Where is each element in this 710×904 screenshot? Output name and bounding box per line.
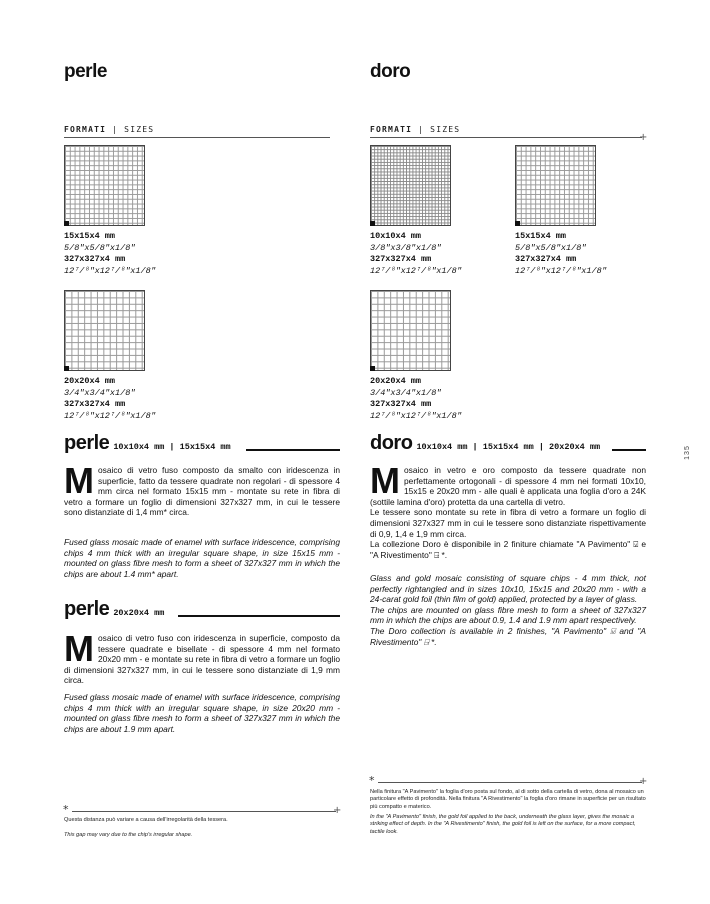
size-mm: 20x20x4 mm	[64, 376, 116, 386]
left-footnote-star: *	[63, 803, 69, 816]
paragraph-it: osaico di vetro fuso composto da smalto con iridescenza in superficie, fatto da tessere quadrate non regolari - di spessore 4 mm circa nel formato 15x15 mm - montate su rete in fibra di vetro a formare un foglio di dimensioni 327x327 mm, in cui le tessere sono distanziate di 1,4 mm* circa.	[64, 465, 340, 518]
swatch-corner-marker	[515, 221, 520, 226]
right-footnote-rule	[378, 782, 642, 783]
right-sample2-swatch	[515, 145, 596, 226]
swatch-corner-marker	[64, 221, 69, 226]
size-mm: 10x10x4 mm	[370, 231, 422, 241]
left-footnote-en: This gap may vary due to the chip's irregular shape.	[64, 832, 193, 838]
right-sample1-swatch	[370, 145, 451, 226]
formati-rest: | SIZES	[412, 125, 461, 134]
section-name: perle	[64, 432, 110, 454]
right-footnote-en: In the "A Pavimento" finish, the gold foil applied to the back, underneath the glass layer, gives the mosaic a striking effect of depth. In the "A Rivestimento" finish, the gold foil is left on the surface, for a more compact, tactile look.	[370, 814, 636, 835]
sheet-mm: 327x327x4 mm	[64, 399, 126, 409]
sheet-in: 12⁷/⁸"x12⁷/⁸"x1/8"	[370, 410, 462, 421]
right-formati-label	[370, 125, 460, 134]
left-title: perle	[64, 61, 107, 82]
sheet-mm: 327x327x4 mm	[370, 254, 432, 264]
right-footnote-star: *	[369, 774, 375, 787]
left-formati-rule	[64, 137, 330, 138]
swatch-corner-marker	[370, 221, 375, 226]
left-sample2-label	[64, 376, 156, 422]
left-section2-heading	[64, 598, 164, 621]
paragraph-it: osaico di vetro fuso con iridescenza in superficie, composto da tessere quadrate e bisellate - di spessore 4 mm nel formato 20x20 mm - e montate su rete in fibra di vetro a formare un foglio di dimensioni 327x327 mm, in cui le tessere sono distanziate di 1,9 mm circa.	[64, 633, 340, 686]
left-footnote-rule	[72, 811, 336, 812]
swatch-corner-marker	[370, 366, 375, 371]
sheet-in: 12⁷/⁸"x12⁷/⁸"x1/8"	[515, 265, 607, 276]
size-mm: 15x15x4 mm	[515, 231, 567, 241]
left-section1-heading	[64, 432, 231, 455]
formati-bold: FORMATI	[64, 125, 107, 134]
plus-mark: +	[639, 132, 648, 143]
drop-cap: M	[370, 460, 400, 501]
left-section1-rule	[246, 449, 340, 451]
size-mm: 20x20x4 mm	[370, 376, 422, 386]
size-in: 5/8"x5/8"x1/8"	[515, 242, 587, 253]
right-section-heading	[370, 432, 600, 455]
paragraph-en-1: Glass and gold mosaic consisting of square chips - 4 mm thick, not perfectly rightangled and in sizes 10x10, 15x15 and 20x20 mm - with a 24-carat gold foil (thin film of gold) applied, protected by a layer of glass.	[370, 573, 646, 605]
size-in: 3/4"x3/4"x1/8"	[64, 387, 136, 398]
page-number: 135	[683, 445, 691, 460]
left-formati-label	[64, 125, 154, 134]
section-sizes: 20x20x4 mm	[113, 608, 165, 618]
sheet-mm: 327x327x4 mm	[515, 254, 577, 264]
paragraph-it-2: Le tessere sono montate su rete in fibra di vetro a formare un foglio di dimensioni 327x327 mm in cui le tessere sono distanziate rispettivamente di 0,9, 1,4 e 1,9 mm circa.	[370, 507, 646, 539]
formati-bold: FORMATI	[370, 125, 413, 134]
left-footnote-it: Questa distanza può variare a causa dell'irregolarità della tessera.	[64, 817, 228, 823]
right-section-text-en	[370, 573, 646, 647]
section-sizes: 10x10x4 mm | 15x15x4 mm	[113, 442, 231, 452]
right-formati-rule	[370, 137, 642, 138]
size-in: 5/8"x5/8"x1/8"	[64, 242, 136, 253]
sheet-mm: 327x327x4 mm	[64, 254, 126, 264]
left-sample2-swatch	[64, 290, 145, 371]
sheet-in: 12⁷/⁸"x12⁷/⁸"x1/8"	[370, 265, 462, 276]
left-sample1-label	[64, 231, 156, 277]
right-sample1-label	[370, 231, 462, 277]
left-section1-text-en: Fused glass mosaic made of enamel with surface iridescence, comprising chips 4 mm thick with an irregular square shape, in size 15x15 mm - mounted on glass fibre mesh to form a sheet of 327x327 mm in which the chips are about 1.4 mm* apart.	[64, 537, 340, 579]
left-section1-text-it	[64, 460, 340, 518]
right-footnote-it: Nella finitura "A Pavimento" la foglia d'oro posta sul fondo, al di sotto della cartella di vetro, dona al mosaico un particolare effetto di profondità. Nella finitura "A Rivestimento" la foglia d'oro rimane in superficie per un risultato più compatto e materico.	[370, 789, 646, 810]
size-in: 3/8"x3/8"x1/8"	[370, 242, 442, 253]
paragraph-en-2: The chips are mounted on glass fibre mesh to form a sheet of 327x327 mm in which the chips are about 0.9, 1.4 and 1.9 mm apart respectively.	[370, 604, 646, 626]
right-section-text-it	[370, 460, 646, 560]
drop-cap: M	[64, 460, 94, 501]
size-mm: 15x15x4 mm	[64, 231, 116, 241]
size-in: 3/4"x3/4"x1/8"	[370, 387, 442, 398]
swatch-corner-marker	[64, 366, 69, 371]
drop-cap: M	[64, 628, 94, 669]
plus-mark: +	[639, 776, 648, 787]
paragraph-it-1: osaico in vetro e oro composto da tessere quadrate non perfettamente ortogonali - di spessore 4 mm nei formati 10x10, 15x15 e 20x20 mm - alle quali è applicata una foglia d'oro a 24K (sottile lamina d'oro) protetta da una cartella di vetro.	[370, 465, 646, 507]
right-title: doro	[370, 61, 411, 82]
left-section2-text-en: Fused glass mosaic made of enamel with surface iridescence, comprising chips 4 mm thick with an irregular square shape, in size 20x20 mm - mounted on glass fibre mesh to form a sheet of 327x327 mm in which the chips are about 1.9 mm apart.	[64, 692, 340, 734]
section-sizes: 10x10x4 mm | 15x15x4 mm | 20x20x4 mm	[416, 442, 601, 452]
left-section2-text-it	[64, 628, 340, 686]
right-section-rule	[612, 449, 646, 451]
paragraph-it-3: La collezione Doro è disponibile in 2 finiture chiamate "A Pavimento" ⍌ e "A Rivestimento" ⍈ *.	[370, 539, 646, 560]
sheet-in: 12⁷/⁸"x12⁷/⁸"x1/8"	[64, 410, 156, 421]
plus-mark: +	[333, 805, 342, 816]
section-name: perle	[64, 598, 110, 620]
formati-rest: | SIZES	[106, 125, 155, 134]
right-sample3-label	[370, 376, 462, 422]
right-sample2-label	[515, 231, 607, 277]
sheet-mm: 327x327x4 mm	[370, 399, 432, 409]
paragraph-en-3: The Doro collection is available in 2 finishes, "A Pavimento" ⍌ and "A Rivestimento" ⍈ *.	[370, 625, 646, 647]
left-section2-rule	[178, 615, 340, 617]
sheet-in: 12⁷/⁸"x12⁷/⁸"x1/8"	[64, 265, 156, 276]
left-sample1-swatch	[64, 145, 145, 226]
right-sample3-swatch	[370, 290, 451, 371]
section-name: doro	[370, 432, 413, 454]
